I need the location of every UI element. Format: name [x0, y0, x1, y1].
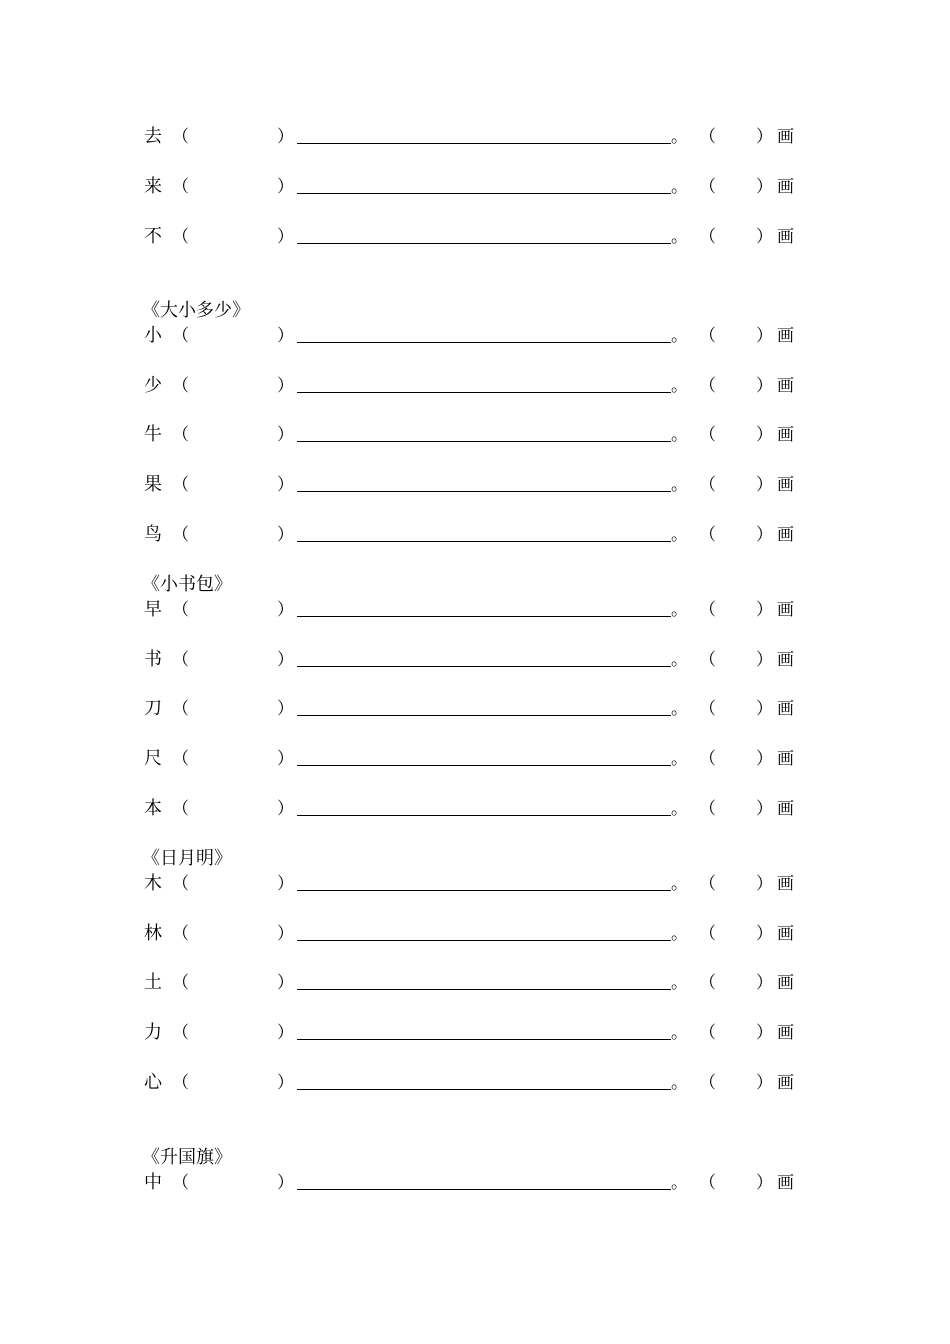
period: 。 — [671, 475, 688, 495]
period: 。 — [671, 973, 688, 993]
section-title: 《升国旗》 — [142, 1147, 232, 1168]
pinyin-open-paren: （ — [172, 799, 189, 819]
stroke-count-close-paren: ） — [756, 177, 773, 197]
character: 本 — [144, 798, 162, 819]
exercise-row — [0, 472, 950, 498]
exercise-row — [0, 970, 950, 996]
pinyin-close-paren: ） — [277, 227, 294, 247]
stroke-order-blank-line[interactable] — [297, 765, 671, 766]
pinyin-open-paren: （ — [172, 1023, 189, 1043]
stroke-unit-label: 画 — [777, 1073, 794, 1093]
pinyin-open-paren: （ — [172, 525, 189, 545]
section-title: 《日月明》 — [142, 848, 232, 869]
period: 。 — [671, 699, 688, 719]
stroke-count-close-paren: ） — [756, 376, 773, 396]
exercise-row — [0, 1070, 950, 1096]
period: 。 — [671, 1073, 688, 1093]
stroke-count-open-paren: （ — [699, 600, 716, 620]
pinyin-close-paren: ） — [277, 177, 294, 197]
pinyin-open-paren: （ — [172, 1173, 189, 1193]
stroke-count-close-paren: ） — [756, 1023, 773, 1043]
period: 。 — [671, 600, 688, 620]
pinyin-open-paren: （ — [172, 1073, 189, 1093]
pinyin-open-paren: （ — [172, 600, 189, 620]
pinyin-open-paren: （ — [172, 699, 189, 719]
stroke-count-open-paren: （ — [699, 650, 716, 670]
stroke-count-open-paren: （ — [699, 1173, 716, 1193]
stroke-count-close-paren: ） — [756, 973, 773, 993]
pinyin-close-paren: ） — [277, 973, 294, 993]
exercise-row — [0, 522, 950, 548]
period: 。 — [671, 425, 688, 445]
exercise-row — [0, 921, 950, 947]
stroke-order-blank-line[interactable] — [297, 616, 671, 617]
stroke-order-blank-line[interactable] — [297, 243, 671, 244]
exercise-row — [0, 1170, 950, 1196]
exercise-row — [0, 796, 950, 822]
character: 果 — [144, 474, 162, 495]
stroke-count-open-paren: （ — [699, 799, 716, 819]
character: 少 — [144, 375, 162, 396]
character: 力 — [144, 1022, 162, 1043]
character: 木 — [144, 873, 162, 894]
stroke-count-close-paren: ） — [756, 874, 773, 894]
stroke-unit-label: 画 — [777, 525, 794, 545]
stroke-count-open-paren: （ — [699, 177, 716, 197]
exercise-row — [0, 124, 950, 150]
stroke-order-blank-line[interactable] — [297, 491, 671, 492]
stroke-count-open-paren: （ — [699, 749, 716, 769]
exercise-row — [0, 746, 950, 772]
stroke-order-blank-line[interactable] — [297, 890, 671, 891]
exercise-row — [0, 647, 950, 673]
stroke-count-open-paren: （ — [699, 425, 716, 445]
pinyin-open-paren: （ — [172, 475, 189, 495]
stroke-unit-label: 画 — [777, 475, 794, 495]
stroke-order-blank-line[interactable] — [297, 989, 671, 990]
section-title: 《大小多少》 — [142, 300, 250, 321]
pinyin-close-paren: ） — [277, 924, 294, 944]
stroke-unit-label: 画 — [777, 699, 794, 719]
stroke-count-open-paren: （ — [699, 924, 716, 944]
pinyin-close-paren: ） — [277, 376, 294, 396]
character: 中 — [144, 1172, 162, 1193]
pinyin-open-paren: （ — [172, 227, 189, 247]
stroke-count-open-paren: （ — [699, 525, 716, 545]
stroke-count-open-paren: （ — [699, 127, 716, 147]
stroke-count-close-paren: ） — [756, 326, 773, 346]
stroke-unit-label: 画 — [777, 924, 794, 944]
period: 。 — [671, 326, 688, 346]
period: 。 — [671, 749, 688, 769]
stroke-count-open-paren: （ — [699, 475, 716, 495]
exercise-row — [0, 871, 950, 897]
stroke-order-blank-line[interactable] — [297, 143, 671, 144]
stroke-order-blank-line[interactable] — [297, 342, 671, 343]
pinyin-close-paren: ） — [277, 525, 294, 545]
exercise-row — [0, 696, 950, 722]
stroke-unit-label: 画 — [777, 425, 794, 445]
stroke-order-blank-line[interactable] — [297, 940, 671, 941]
period: 。 — [671, 1173, 688, 1193]
character: 来 — [144, 176, 162, 197]
pinyin-close-paren: ） — [277, 749, 294, 769]
character: 林 — [144, 923, 162, 944]
exercise-row — [0, 174, 950, 200]
pinyin-close-paren: ） — [277, 874, 294, 894]
stroke-unit-label: 画 — [777, 376, 794, 396]
stroke-count-close-paren: ） — [756, 227, 773, 247]
stroke-count-close-paren: ） — [756, 924, 773, 944]
stroke-unit-label: 画 — [777, 650, 794, 670]
stroke-unit-label: 画 — [777, 749, 794, 769]
stroke-unit-label: 画 — [777, 973, 794, 993]
stroke-count-close-paren: ） — [756, 1073, 773, 1093]
stroke-order-blank-line[interactable] — [297, 392, 671, 393]
character: 刀 — [144, 698, 162, 719]
pinyin-close-paren: ） — [277, 1173, 294, 1193]
exercise-row — [0, 422, 950, 448]
pinyin-open-paren: （ — [172, 127, 189, 147]
stroke-count-close-paren: ） — [756, 425, 773, 445]
pinyin-close-paren: ） — [277, 425, 294, 445]
pinyin-close-paren: ） — [277, 699, 294, 719]
period: 。 — [671, 227, 688, 247]
stroke-count-open-paren: （ — [699, 326, 716, 346]
pinyin-close-paren: ） — [277, 600, 294, 620]
period: 。 — [671, 924, 688, 944]
stroke-order-blank-line[interactable] — [297, 666, 671, 667]
stroke-order-blank-line[interactable] — [297, 1189, 671, 1190]
stroke-count-close-paren: ） — [756, 600, 773, 620]
stroke-count-open-paren: （ — [699, 1073, 716, 1093]
stroke-order-blank-line[interactable] — [297, 193, 671, 194]
exercise-row — [0, 1020, 950, 1046]
character: 尺 — [144, 748, 162, 769]
period: 。 — [671, 1023, 688, 1043]
stroke-order-blank-line[interactable] — [297, 1089, 671, 1090]
stroke-count-close-paren: ） — [756, 749, 773, 769]
period: 。 — [671, 127, 688, 147]
period: 。 — [671, 376, 688, 396]
stroke-count-open-paren: （ — [699, 376, 716, 396]
character: 早 — [144, 599, 162, 620]
stroke-unit-label: 画 — [777, 227, 794, 247]
stroke-unit-label: 画 — [777, 177, 794, 197]
stroke-unit-label: 画 — [777, 799, 794, 819]
stroke-count-open-paren: （ — [699, 699, 716, 719]
exercise-row — [0, 597, 950, 623]
pinyin-open-paren: （ — [172, 650, 189, 670]
pinyin-close-paren: ） — [277, 127, 294, 147]
stroke-order-blank-line[interactable] — [297, 1039, 671, 1040]
stroke-count-open-paren: （ — [699, 1023, 716, 1043]
pinyin-close-paren: ） — [277, 650, 294, 670]
character: 小 — [144, 325, 162, 346]
period: 。 — [671, 177, 688, 197]
character: 书 — [144, 649, 162, 670]
period: 。 — [671, 874, 688, 894]
stroke-count-close-paren: ） — [756, 650, 773, 670]
stroke-unit-label: 画 — [777, 1023, 794, 1043]
stroke-count-close-paren: ） — [756, 1173, 773, 1193]
stroke-count-close-paren: ） — [756, 799, 773, 819]
pinyin-open-paren: （ — [172, 874, 189, 894]
stroke-unit-label: 画 — [777, 326, 794, 346]
pinyin-open-paren: （ — [172, 425, 189, 445]
stroke-count-close-paren: ） — [756, 699, 773, 719]
character: 去 — [144, 126, 162, 147]
stroke-unit-label: 画 — [777, 600, 794, 620]
pinyin-close-paren: ） — [277, 475, 294, 495]
stroke-count-open-paren: （ — [699, 973, 716, 993]
stroke-unit-label: 画 — [777, 1173, 794, 1193]
stroke-count-open-paren: （ — [699, 227, 716, 247]
character: 牛 — [144, 424, 162, 445]
pinyin-open-paren: （ — [172, 376, 189, 396]
stroke-order-blank-line[interactable] — [297, 541, 671, 542]
pinyin-close-paren: ） — [277, 326, 294, 346]
section-title: 《小书包》 — [142, 574, 232, 595]
stroke-order-blank-line[interactable] — [297, 441, 671, 442]
period: 。 — [671, 525, 688, 545]
character: 鸟 — [144, 524, 162, 545]
exercise-row — [0, 224, 950, 250]
pinyin-open-paren: （ — [172, 326, 189, 346]
period: 。 — [671, 799, 688, 819]
pinyin-close-paren: ） — [277, 799, 294, 819]
stroke-count-close-paren: ） — [756, 525, 773, 545]
pinyin-close-paren: ） — [277, 1073, 294, 1093]
stroke-order-blank-line[interactable] — [297, 815, 671, 816]
pinyin-open-paren: （ — [172, 177, 189, 197]
stroke-unit-label: 画 — [777, 127, 794, 147]
character: 不 — [144, 226, 162, 247]
pinyin-open-paren: （ — [172, 749, 189, 769]
pinyin-open-paren: （ — [172, 924, 189, 944]
stroke-order-blank-line[interactable] — [297, 715, 671, 716]
pinyin-open-paren: （ — [172, 973, 189, 993]
period: 。 — [671, 650, 688, 670]
stroke-unit-label: 画 — [777, 874, 794, 894]
stroke-count-close-paren: ） — [756, 127, 773, 147]
stroke-count-close-paren: ） — [756, 475, 773, 495]
stroke-count-open-paren: （ — [699, 874, 716, 894]
pinyin-close-paren: ） — [277, 1023, 294, 1043]
character: 土 — [144, 972, 162, 993]
exercise-row — [0, 373, 950, 399]
character: 心 — [144, 1072, 162, 1093]
exercise-row — [0, 323, 950, 349]
